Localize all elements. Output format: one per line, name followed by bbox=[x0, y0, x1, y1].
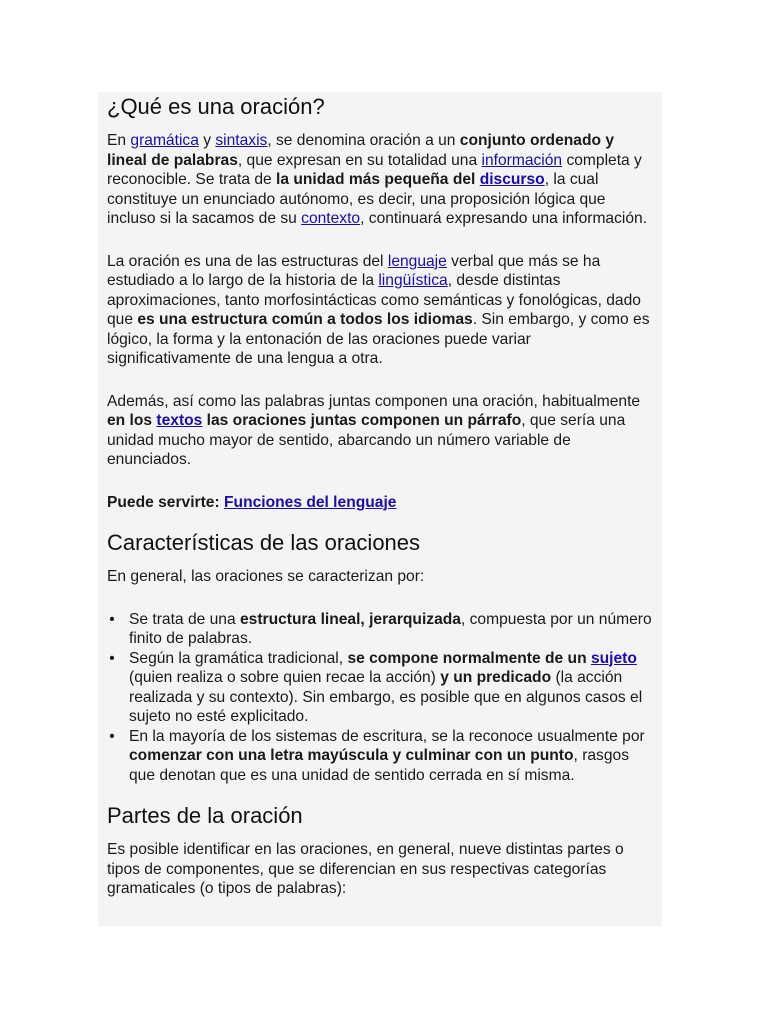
link-informacion[interactable]: información bbox=[481, 151, 563, 169]
section-heading-caracteristicas: Características de las oraciones bbox=[107, 530, 421, 555]
link-contexto[interactable]: contexto bbox=[301, 210, 361, 227]
related-link-line: Puede servirte: Funciones del lenguaje bbox=[107, 493, 397, 511]
link-textos[interactable]: textos bbox=[156, 412, 203, 429]
list-item: • Se trata de una estructura lineal, jerarquizada, compuesta por un número finito de palabras. bbox=[129, 610, 655, 649]
list-item: • En la mayoría de los sistemas de escritura, se la reconoce usualmente por comenzar con una letra mayúscula y culminar con un punto, rasgos que denotan que es una unidad de sentido cerrada en sí misma. bbox=[129, 727, 655, 786]
bullet-icon: • bbox=[109, 727, 115, 745]
section-heading-partes: Partes de la oración bbox=[107, 803, 303, 828]
link-lenguaje[interactable]: lenguaje bbox=[387, 252, 447, 270]
link-funciones-del-lenguaje[interactable]: Funciones del lenguaje bbox=[224, 493, 397, 511]
article-body bbox=[107, 92, 655, 899]
link-gramatica[interactable]: gramática bbox=[130, 132, 199, 149]
paragraph-definition: En gramática y sintaxis, se denomina oración a un conjunto ordenado y lineal de palabras, que expresan en su totalidad una información completa y reconocible. Se trata de la unidad más pequeña del discurso, la cual constituye un enunciado autónomo, es decir, una proposición lógica que incluso si la sacamos de su contexto, continuará expresando una información. bbox=[107, 132, 648, 227]
paragraph-paragraphs: Además, así como las palabras juntas componen una oración, habitualmente en los textos las oraciones juntas componen un párrafo, que sería una unidad mucho mayor de sentido, abarcando un número variable de enunciados. bbox=[107, 392, 641, 468]
paragraph-parts-intro: Es posible identificar en las oraciones, en general, nueve distintas partes o tipos de componentes, que se diferencian en sus respectivas categorías gramaticales (o tipos de palabras): bbox=[107, 841, 624, 897]
link-sujeto[interactable]: sujeto bbox=[590, 649, 637, 667]
bullet-icon: • bbox=[109, 610, 115, 628]
link-discurso[interactable]: discurso bbox=[479, 171, 545, 188]
link-sintaxis[interactable]: sintaxis bbox=[215, 132, 268, 149]
paragraph-structure: La oración es una de las estructuras del lenguaje verbal que más se ha estudiado a lo largo de la historia de la lingüística, desde distintas aproximaciones, tanto morfosintácticas como semánticas y fonológicas, dado que es una estructura común a todos los idiomas. Sin embargo, y como es lógico, la forma y la entonación de las oraciones puede variar significativamente de una lengua a otra. bbox=[107, 252, 650, 367]
bullet-icon: • bbox=[109, 649, 115, 667]
page-title: ¿Qué es una oración? bbox=[107, 94, 325, 119]
list-item: • Según la gramática tradicional, se compone normalmente de un sujeto (quien realiza o sobre quien recae la acción) y un predicado (la acción realizada y su contexto). Sin embargo, es posible que en algunos casos el sujeto no esté explicitado. bbox=[129, 649, 655, 727]
paragraph-intro-list: En general, las oraciones se caracterizan por: bbox=[107, 568, 425, 585]
document-page bbox=[98, 92, 662, 926]
link-linguistica[interactable]: lingüística bbox=[378, 272, 448, 289]
characteristics-list bbox=[107, 610, 655, 786]
